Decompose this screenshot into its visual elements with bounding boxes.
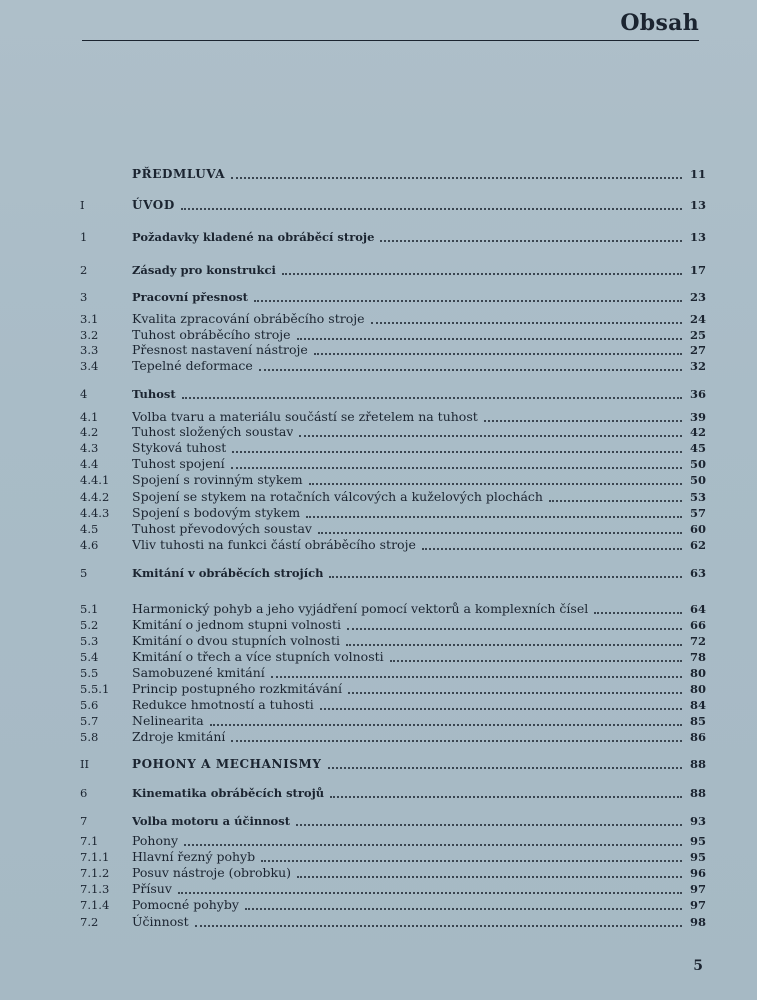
dot-leader xyxy=(271,676,682,678)
toc-entry xyxy=(80,440,706,456)
toc-entry-label: Princip postupného rozkmitávání xyxy=(132,681,342,696)
toc-entry-number: 7.1.3 xyxy=(80,882,110,896)
toc-entry xyxy=(80,897,706,913)
toc-entry-number: 4.3 xyxy=(80,441,99,455)
toc-entry-page: 25 xyxy=(689,328,706,342)
toc-entry-label: Požadavky kladené na obráběcí stroje xyxy=(132,230,375,244)
toc-entry-label: Kmitání v obráběcích strojích xyxy=(132,566,324,580)
dot-leader xyxy=(348,692,682,694)
toc-entry-label: Volba motoru a účinnost xyxy=(132,814,291,828)
toc-entry-label: Tuhost převodových soustav xyxy=(132,521,312,536)
toc-entry-number: 7.1 xyxy=(80,834,99,848)
dot-leader xyxy=(329,576,682,578)
toc-entry-page: 53 xyxy=(689,490,706,504)
toc-entry-page: 32 xyxy=(689,359,706,373)
toc-entry xyxy=(80,262,706,278)
dot-leader xyxy=(232,451,682,453)
toc-entry-number: 3.3 xyxy=(80,343,99,357)
dot-leader xyxy=(231,177,682,179)
toc-entry-label: Zásady pro konstrukci xyxy=(132,263,276,277)
toc-entry xyxy=(80,697,706,713)
toc-entry-label: Kmitání o dvou stupních volnosti xyxy=(132,633,340,648)
dot-leader xyxy=(296,824,682,826)
toc-entry-number: 3.4 xyxy=(80,359,99,373)
dot-leader xyxy=(484,420,682,422)
dot-leader xyxy=(299,435,682,437)
toc-entry-number: 7 xyxy=(80,814,88,828)
toc-entry-page: 13 xyxy=(689,198,706,212)
toc-entry-label: Přesnost nastavení nástroje xyxy=(132,342,308,357)
dot-leader xyxy=(306,516,682,518)
toc-entry xyxy=(80,489,706,505)
toc-entry-label: PŘEDMLUVA xyxy=(132,167,226,181)
toc-entry xyxy=(80,601,706,617)
toc-entry-number: 6 xyxy=(80,786,88,800)
toc-entry-number: 7.1.1 xyxy=(80,850,110,864)
dot-leader xyxy=(231,467,682,469)
toc-entry-number: II xyxy=(80,757,90,771)
dot-leader xyxy=(282,273,682,275)
dot-leader xyxy=(231,740,682,742)
toc-entry xyxy=(80,166,706,182)
toc-entry-page: 98 xyxy=(689,915,706,929)
toc-entry-page: 66 xyxy=(689,618,706,632)
dot-leader xyxy=(297,876,682,878)
toc-entry-page: 45 xyxy=(689,441,706,455)
page-title: Obsah xyxy=(620,10,699,36)
toc-entry-page: 36 xyxy=(689,387,706,401)
toc-entry-page: 62 xyxy=(689,538,706,552)
toc-entry-number: 5.4 xyxy=(80,650,99,664)
toc-entry-label: Kvalita zpracování obráběcího stroje xyxy=(132,311,365,326)
toc-entry-page: 97 xyxy=(689,898,706,912)
toc-entry xyxy=(80,342,706,358)
dot-leader xyxy=(380,240,682,242)
toc-entry xyxy=(80,537,706,553)
toc-entry xyxy=(80,756,706,772)
toc-entry xyxy=(80,472,706,488)
toc-entry-page: 42 xyxy=(689,425,706,439)
toc-entry-page: 84 xyxy=(689,698,706,712)
toc-entry-number: 5.5 xyxy=(80,666,99,680)
toc-entry xyxy=(80,665,706,681)
title-rule xyxy=(82,40,699,41)
toc-entry xyxy=(80,521,706,537)
toc-entry-label: ÚVOD xyxy=(132,198,175,212)
toc-entry-number: 5 xyxy=(80,566,88,580)
dot-leader xyxy=(346,644,682,646)
dot-leader xyxy=(254,300,682,302)
dot-leader xyxy=(261,860,682,862)
toc-entry-number: I xyxy=(80,198,85,212)
toc-entry xyxy=(80,197,706,213)
toc-entry-page: 50 xyxy=(689,473,706,487)
dot-leader xyxy=(390,660,682,662)
toc-entry-number: 1 xyxy=(80,230,88,244)
toc-entry-label: Styková tuhost xyxy=(132,440,227,455)
toc-entry xyxy=(80,311,706,327)
dot-leader xyxy=(320,708,682,710)
toc-entry-page: 64 xyxy=(689,602,706,616)
toc-entry-page: 86 xyxy=(689,730,706,744)
toc-entry-label: Zdroje kmitání xyxy=(132,729,226,744)
toc-entry-label: Kmitání o třech a více stupních volnosti xyxy=(132,649,384,664)
toc-entry-page: 97 xyxy=(689,882,706,896)
toc-entry-page: 85 xyxy=(689,714,706,728)
toc-entry xyxy=(80,424,706,440)
dot-leader xyxy=(330,796,682,798)
dot-leader xyxy=(314,353,682,355)
toc-entry-label: Přísuv xyxy=(132,881,172,896)
toc-entry-label: Tuhost složených soustav xyxy=(132,424,294,439)
toc-entry-page: 13 xyxy=(689,230,706,244)
toc-entry-page: 11 xyxy=(689,167,706,181)
toc-entry-page: 39 xyxy=(689,410,706,424)
toc-entry-label: Pohony xyxy=(132,833,179,848)
toc-entry-page: 96 xyxy=(689,866,706,880)
toc-entry xyxy=(80,881,706,897)
toc-entry xyxy=(80,649,706,665)
toc-entry-page: 88 xyxy=(689,786,706,800)
toc-entry-number: 7.1.2 xyxy=(80,866,110,880)
toc-entry-label: POHONY A MECHANISMY xyxy=(132,757,322,771)
toc-entry xyxy=(80,681,706,697)
toc-entry-page: 23 xyxy=(689,290,706,304)
toc-entry-number: 3.1 xyxy=(80,312,99,326)
toc-entry-label: Tuhost spojení xyxy=(132,456,225,471)
toc-entry-page: 27 xyxy=(689,343,706,357)
dot-leader xyxy=(371,322,683,324)
toc-entry-label: Harmonický pohyb a jeho vyjádření pomocí vektorů a komplexních čísel xyxy=(132,601,589,616)
toc-entry-number: 5.7 xyxy=(80,714,99,728)
toc-entry-number: 2 xyxy=(80,263,88,277)
toc-entry-label: Volba tvaru a materiálu součástí se zřetelem na tuhost xyxy=(132,409,478,424)
toc-entry-number: 4.4.2 xyxy=(80,490,110,504)
toc-entry xyxy=(80,409,706,425)
toc-entry-number: 4.4.3 xyxy=(80,506,110,520)
toc-entry-label: Kinematika obráběcích strojů xyxy=(132,786,325,800)
toc-entry xyxy=(80,327,706,343)
toc-entry-number: 5.5.1 xyxy=(80,682,110,696)
dot-leader xyxy=(309,483,682,485)
toc-entry-label: Spojení se stykem na rotačních válcových a kuželových plochách xyxy=(132,489,543,504)
dot-leader xyxy=(182,397,682,399)
dot-leader xyxy=(245,908,682,910)
toc-entry-label: Hlavní řezný pohyb xyxy=(132,849,256,864)
toc-entry xyxy=(80,813,706,829)
toc-entry-number: 5.3 xyxy=(80,634,99,648)
dot-leader xyxy=(297,338,683,340)
toc-entry-number: 7.1.4 xyxy=(80,898,110,912)
toc-entry xyxy=(80,633,706,649)
dot-leader xyxy=(178,892,682,894)
dot-leader xyxy=(422,548,682,550)
toc-entry-label: Tuhost xyxy=(132,387,176,401)
toc-entry xyxy=(80,833,706,849)
toc-entry-page: 50 xyxy=(689,457,706,471)
toc-entry-number: 5.1 xyxy=(80,602,99,616)
dot-leader xyxy=(318,532,682,534)
toc-entry xyxy=(80,865,706,881)
toc-entry-page: 57 xyxy=(689,506,706,520)
dot-leader xyxy=(210,724,682,726)
dot-leader xyxy=(259,369,682,371)
dot-leader xyxy=(184,844,682,846)
toc-entry-page: 88 xyxy=(689,757,706,771)
toc-entry-label: Pomocné pohyby xyxy=(132,897,239,912)
toc-entry-number: 4.1 xyxy=(80,410,99,424)
toc-entry-page: 63 xyxy=(689,566,706,580)
toc-entry-page: 72 xyxy=(689,634,706,648)
toc-entry xyxy=(80,617,706,633)
toc-entry-number: 4.5 xyxy=(80,522,99,536)
dot-leader xyxy=(347,628,682,630)
toc-entry-number: 4.4 xyxy=(80,457,99,471)
toc-entry-label: Redukce hmotností a tuhosti xyxy=(132,697,314,712)
page-number: 5 xyxy=(693,958,703,974)
dot-leader xyxy=(549,500,682,502)
dot-leader xyxy=(328,767,682,769)
toc-entry-label: Nelinearita xyxy=(132,713,204,728)
toc-entry-label: Spojení s rovinným stykem xyxy=(132,472,303,487)
toc-entry xyxy=(80,386,706,402)
toc-entry-number: 5.6 xyxy=(80,698,99,712)
toc-entry-number: 7.2 xyxy=(80,915,99,929)
toc-entry xyxy=(80,456,706,472)
toc-entry-label: Pracovní přesnost xyxy=(132,290,248,304)
toc-entry-label: Tuhost obráběcího stroje xyxy=(132,327,291,342)
toc-entry-page: 95 xyxy=(689,834,706,848)
toc-entry-page: 80 xyxy=(689,682,706,696)
toc-entry-page: 24 xyxy=(689,312,706,326)
toc-entry xyxy=(80,505,706,521)
toc-entry-label: Tepelné deformace xyxy=(132,358,253,373)
toc-entry-label: Kmitání o jednom stupni volnosti xyxy=(132,617,341,632)
dot-leader xyxy=(195,925,682,927)
toc-entry xyxy=(80,713,706,729)
toc-entry-number: 3 xyxy=(80,290,88,304)
toc-entry xyxy=(80,914,706,930)
toc-entry-number: 4.4.1 xyxy=(80,473,110,487)
toc-entry-number: 5.2 xyxy=(80,618,99,632)
toc-entry-page: 95 xyxy=(689,850,706,864)
toc-entry-label: Spojení s bodovým stykem xyxy=(132,505,301,520)
toc-entry-page: 17 xyxy=(689,263,706,277)
toc-entry-number: 5.8 xyxy=(80,730,99,744)
toc-entry xyxy=(80,849,706,865)
dot-leader xyxy=(181,208,682,210)
toc-entry-number: 4.6 xyxy=(80,538,99,552)
toc-entry xyxy=(80,729,706,745)
toc-entry-page: 93 xyxy=(689,814,706,828)
toc-entry xyxy=(80,358,706,374)
toc-entry-number: 4.2 xyxy=(80,425,99,439)
toc-entry xyxy=(80,785,706,801)
toc-entry-label: Posuv nástroje (obrobku) xyxy=(132,865,292,880)
toc-entry xyxy=(80,289,706,305)
toc-entry-page: 78 xyxy=(689,650,706,664)
toc-entry-page: 60 xyxy=(689,522,706,536)
toc-entry-label: Účinnost xyxy=(132,914,189,929)
toc-entry-label: Samobuzené kmitání xyxy=(132,665,265,680)
toc-entry-page: 80 xyxy=(689,666,706,680)
toc-entry xyxy=(80,565,706,581)
toc-entry-label: Vliv tuhosti na funkci částí obráběcího stroje xyxy=(132,537,416,552)
dot-leader xyxy=(594,612,682,614)
toc-entry xyxy=(80,229,706,245)
toc-entry-number: 3.2 xyxy=(80,328,99,342)
toc-entry-number: 4 xyxy=(80,387,88,401)
